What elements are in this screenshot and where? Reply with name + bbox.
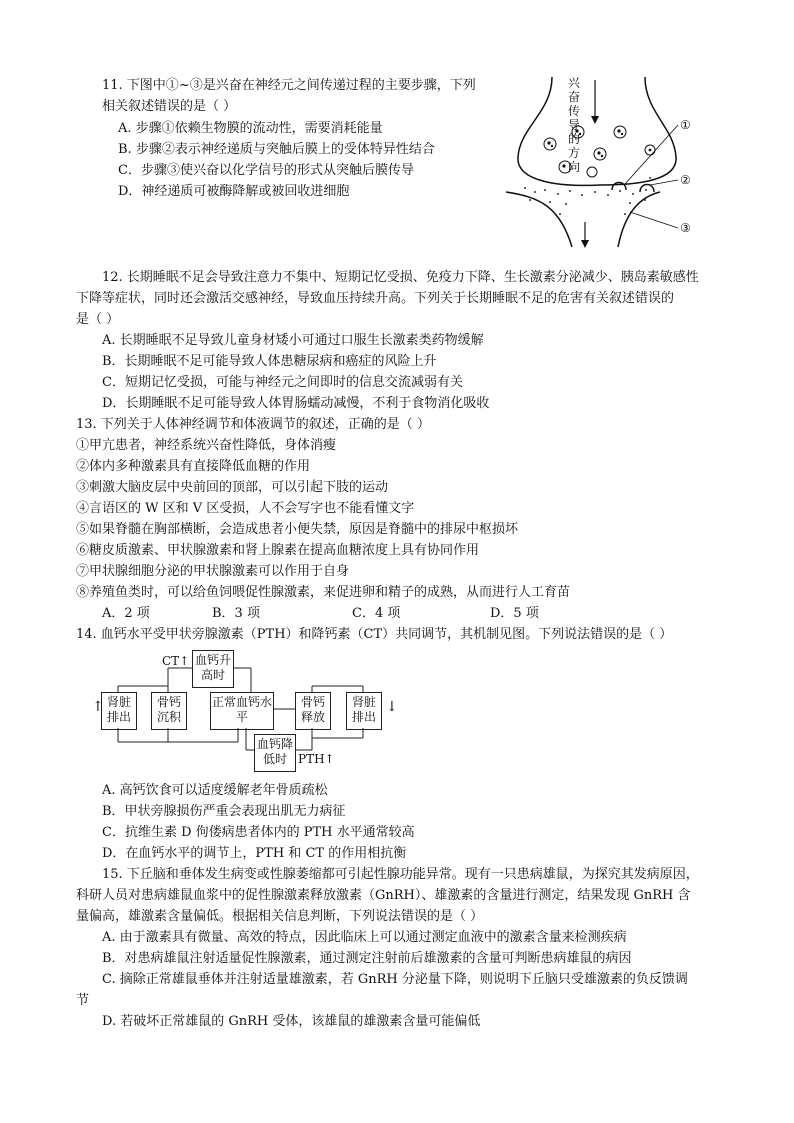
presynaptic-membrane xyxy=(518,77,676,185)
q13-option-c: C．4 项 xyxy=(352,606,401,621)
q13-option-b: B．3 项 xyxy=(212,606,260,621)
mark-3: ③ xyxy=(680,221,691,235)
q13-stem: 13. 下列关于人体神经调节和体液调节的叙述，正确的是（ ） xyxy=(76,417,430,432)
receptor xyxy=(612,183,626,191)
q12-option-d: D．长期睡眠不足可能导致人体胃肠蠕动减慢，不利于食物消化吸收 xyxy=(102,396,490,411)
mark-1: ① xyxy=(680,118,691,132)
q13-item-5: ⑤如果脊髓在胸部横断，会造成患者小便失禁，原因是脊髓中的排尿中枢损坏 xyxy=(76,522,519,537)
q15-option-c-line2: 节 xyxy=(76,993,90,1008)
mark-2: ② xyxy=(680,173,691,187)
q13-item-8: ⑧养殖鱼类时，可以给鱼饲喂促性腺激素，来促进卵和精子的成熟，从而进行人工育苗 xyxy=(76,585,571,600)
q13-item-6: ⑥糖皮质激素、甲状腺激素和肾上腺素在提高血糖浓度上具有协同作用 xyxy=(76,543,480,558)
q12-stem-line2: 下降等症状，同时还会激活交感神经，导致血压持续升高。下列关于长期睡眠不足的危害有关叙述错误的 xyxy=(76,291,675,306)
q12-stem-line3: 是（ ） xyxy=(76,312,120,327)
q11-stem-line1: 11. 下图中①~③是兴奋在神经元之间传递过程的主要步骤，下列 xyxy=(102,78,476,93)
q15-option-b: B．对患病雄鼠注射适量促性腺激素，通过测定注射前后雄激素的含量可判断患病雄鼠的病因 xyxy=(102,951,632,966)
box-high-calcium: 血钙升高时 xyxy=(192,650,234,688)
calcium-diagram xyxy=(92,650,416,775)
q13-option-a: A．2 项 xyxy=(102,606,150,621)
q12-option-c: C．短期记忆受损，可能与神经元之间即时的信息交流减弱有关 xyxy=(102,375,463,390)
q14-option-c: C．抗维生素 D 佝偻病患者体内的 PTH 水平通常较高 xyxy=(102,825,415,840)
q13-item-7: ⑦甲状腺细胞分泌的甲状腺激素可以作用于自身 xyxy=(76,564,350,579)
q13-item-3: ③刺激大脑皮层中央前回的顶部，可以引起下肢的运动 xyxy=(76,480,389,495)
q14-option-a: A. 高钙饮食可以适度缓解老年骨质疏松 xyxy=(102,783,328,798)
box-normal-calcium: 正常血钙水平 xyxy=(210,692,274,730)
diagram-connectors xyxy=(96,650,416,775)
box-bone-release: 骨钙释放 xyxy=(295,692,331,730)
q11-stem-line2: 相关叙述错误的是（ ） xyxy=(102,99,237,114)
q15-stem-line2: 科研人员对患病雄鼠血浆中的促性腺激素释放激素（GnRH）、雄激素的含量进行测定，结果发现 GnRH 含 xyxy=(76,888,691,903)
q12-option-a: A. 长期睡眠不足导致儿童身材矮小可通过口服生长激素类药物缓解 xyxy=(102,333,484,348)
box-kidney-excrete-left: 肾脏排出 xyxy=(101,692,137,730)
q11-option-d: D．神经递质可被酶降解或被回收进细胞 xyxy=(118,184,350,199)
q14-stem: 14. 血钙水平受甲状旁腺激素（PTH）和降钙素（CT）共同调节，其机制见图。下列说法错误的是（ ） xyxy=(76,627,673,642)
q13-item-2: ②体内多种激素具有直接降低血糖的作用 xyxy=(76,459,311,474)
q14-option-b: B．甲状旁腺损伤严重会表现出肌无力病征 xyxy=(102,804,346,819)
q12-stem-line1: 12. 长期睡眠不足会导致注意力不集中、短期记忆受损、免疫力下降、生长激素分泌减少、胰岛素敏感性 xyxy=(102,270,699,285)
q15-stem-line1: 15. 下丘脑和垂体发生病变或性腺萎缩都可引起性腺功能异常。现有一只患病雄鼠，为探究其发病原因， xyxy=(102,867,699,882)
left-up-arrow: ↑ xyxy=(92,699,104,715)
q11-option-a: A. 步骤①依赖生物膜的流动性，需要消耗能量 xyxy=(118,121,383,136)
right-down-arrow: ↓ xyxy=(386,699,398,715)
box-bone-deposit: 骨钙沉积 xyxy=(151,692,187,730)
q12-option-b: B．长期睡眠不足可能导致人体患糖尿病和癌症的风险上升 xyxy=(102,354,437,369)
direction-label: 兴奋传导的方向 xyxy=(568,76,581,174)
box-low-calcium: 血钙降低时 xyxy=(254,734,296,772)
box-kidney-excrete-right: 肾脏排出 xyxy=(346,692,382,730)
q11-option-b: B. 步骤②表示神经递质与突触后膜上的受体特异性结合 xyxy=(118,142,435,157)
receptor xyxy=(640,185,654,193)
q15-option-c-line1: C. 摘除正常雄鼠垂体并注射适量雄激素，若 GnRH 分泌量下降，则说明下丘脑只受雄激素的负反馈调 xyxy=(102,972,688,987)
q15-stem-line3: 量偏高，雄激素含量偏低。根据相关信息判断，下列说法错误的是（ ） xyxy=(76,909,484,924)
q14-option-d: D．在血钙水平的调节上，PTH 和 CT 的作用相抗衡 xyxy=(102,846,407,861)
pth-up-arrow: ↑ xyxy=(324,752,335,766)
q13-option-d: D．5 项 xyxy=(490,606,539,621)
q15-option-a: A. 由于激素具有微量、高效的特点，因此临床上可以通过测定血液中的激素含量来检测疾病 xyxy=(102,930,627,945)
q13-item-4: ④言语区的 W 区和 V 区受损，人不会写字也不能看懂文字 xyxy=(76,501,415,516)
q11-option-c: C．步骤③使兴奋以化学信号的形式从突触后膜传导 xyxy=(118,163,414,178)
q15-option-d: D. 若破坏正常雄鼠的 GnRH 受体，该雄鼠的雄激素含量可能偏低 xyxy=(102,1014,481,1029)
q13-item-1: ①甲亢患者，神经系统兴奋性降低，身体消瘦 xyxy=(76,438,337,453)
ct-up-arrow: ↑ xyxy=(179,654,190,668)
ct-label: CT xyxy=(162,654,180,668)
pth-label: PTH xyxy=(298,752,325,766)
synapse-figure xyxy=(500,72,700,252)
